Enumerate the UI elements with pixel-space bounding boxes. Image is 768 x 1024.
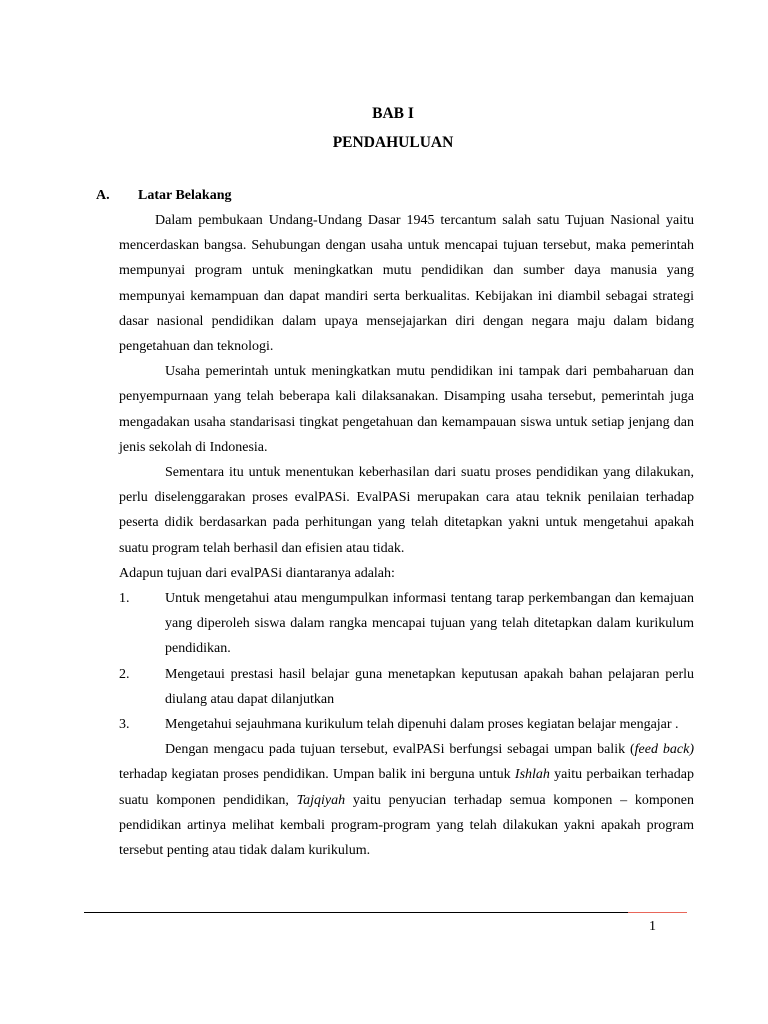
closing-paragraph bbox=[119, 737, 694, 863]
list-number: 2. bbox=[119, 666, 130, 682]
section-heading bbox=[96, 186, 231, 206]
list-item bbox=[119, 586, 694, 662]
closing-text: terhadap kegiatan proses pendidikan. Umpan balik ini berguna untuk bbox=[119, 767, 515, 783]
closing-text: Dengan mengacu pada tujuan tersebut, evalPASi berfungsi sebagai umpan balik ( bbox=[165, 742, 635, 758]
list-item bbox=[119, 662, 694, 712]
chapter-label: BAB I bbox=[372, 105, 414, 122]
term-ishlah: Ishlah bbox=[514, 767, 550, 783]
list-number: 3. bbox=[119, 717, 130, 733]
paragraph: Usaha pemerintah untuk meningkatkan mutu pendidikan ini tampak dari pembaharuan dan penyempurnaan yang telah beberapa kali dilaksanakan. Disamping usaha tersebut, pemerintah juga mengadakan usaha standarisasi tingkat pengetahuan dan kemampauan siswa untuk setiap jenjang dan jenis sekolah di Indonesia. bbox=[119, 364, 694, 455]
section-title: Latar Belakang bbox=[138, 188, 232, 203]
paragraph: Sementara itu untuk menentukan keberhasilan dari suatu proses pendidikan yang dilakukan, perlu diselenggarakan proses evalPASi. EvalPASi merupakan cara atau teknik penilaian terhadap peserta didik berdasarkan pada perhitungan yang telah ditetapkan yakni untuk mengetahui apakah suatu program telah berhasil dan efisien atau tidak. bbox=[119, 465, 694, 556]
list-text: Mengetahui sejauhmana kurikulum telah dipenuhi dalam proses kegiatan belajar mengajar . bbox=[165, 717, 679, 733]
closing-text: yaitu penyucian terhadap semua komponen – komponen pendidikan artinya melihat kembali program-program yang telah dilakukan yakni apakah program tersebut penting atau tidak dalam kurikulum. bbox=[119, 792, 694, 859]
paragraph: Dalam pembukaan Undang-Undang Dasar 1945 tercantum salah satu Tujuan Nasional yaitu mencerdaskan bangsa. Sehubungan dengan usaha untuk mencapai tujuan tersebut, maka pemerintah mempunyai program untuk meningkatkan mutu pendidikan dan sumber daya manusia yang mempunyai kemampuan dan dapat mandiri serta berkualitas. Kebijakan ini diambil sebagai strategi dasar nasional pendidikan dalam upaya mensejajarkan diri dengan negara maju dalam bidang pengetahuan dan teknologi. bbox=[119, 213, 694, 355]
closing-text: yaitu perbaikan terhadap suatu komponen pendidikan, bbox=[119, 767, 694, 808]
list-number: 1. bbox=[119, 591, 130, 607]
page-number: 1 bbox=[649, 919, 656, 934]
chapter-title: PENDAHULUAN bbox=[332, 134, 454, 151]
list-item bbox=[119, 712, 694, 737]
footer-divider bbox=[84, 912, 628, 913]
section-letter: A. bbox=[96, 188, 110, 203]
list-text: Untuk mengetahui atau mengumpulkan informasi tentang tarap perkembangan dan kemajuan yang diperoleh siswa dalam rangka mencapai tujuan yang telah ditetapkan dalam kurikulum pendidikan. bbox=[165, 591, 694, 657]
paragraph: Adapun tujuan dari evalPASi diantaranya adalah: bbox=[119, 565, 395, 581]
body-text bbox=[119, 208, 694, 863]
list-text: Mengetaui prestasi hasil belajar guna menetapkan keputusan apakah bahan pelajaran perlu diulang atau dapat dilanjutkan bbox=[165, 666, 694, 707]
term-feed-back: feed back) bbox=[634, 742, 694, 758]
term-tajqiyah: Tajqiyah bbox=[296, 792, 346, 808]
footer-divider-accent bbox=[628, 912, 687, 913]
